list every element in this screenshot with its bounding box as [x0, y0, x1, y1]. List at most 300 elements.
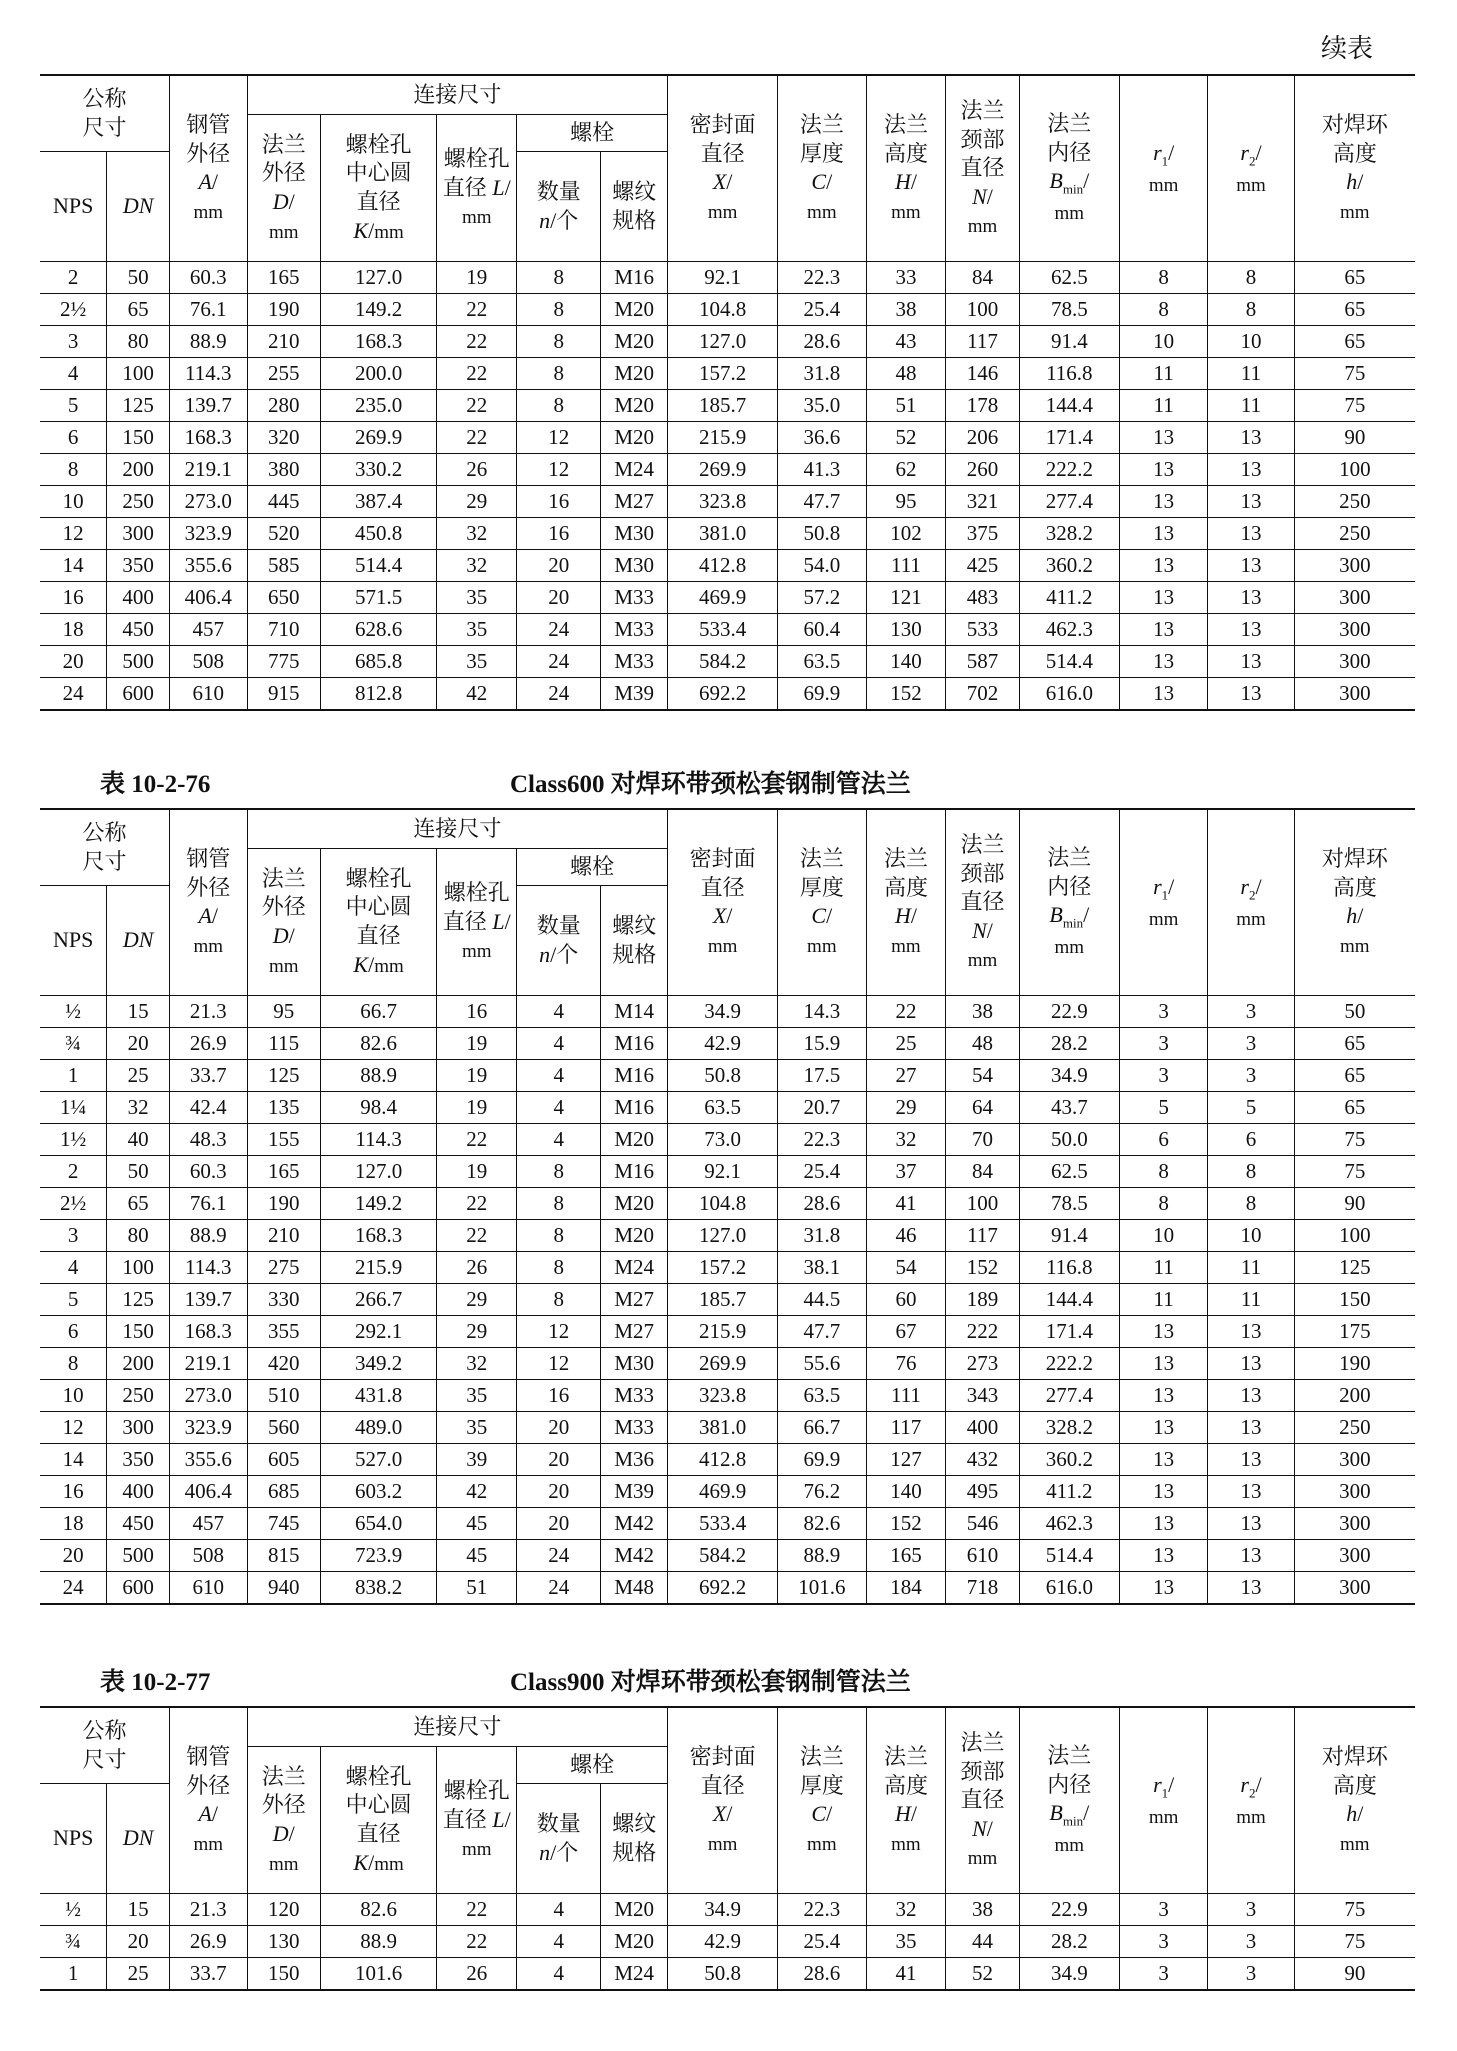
table-cell: 13 [1208, 1572, 1294, 1605]
table-cell: 13 [1208, 454, 1294, 486]
table-cell: 411.2 [1019, 1476, 1119, 1508]
table-cell: 19 [437, 262, 517, 294]
table-cell: M20 [601, 390, 668, 422]
table-cell: 90 [1294, 1958, 1415, 1991]
table-cell: 70 [946, 1124, 1019, 1156]
table-cell: 150 [107, 1316, 170, 1348]
header-bolt-hole: 螺栓孔 直径 L/ mm [437, 1747, 517, 1894]
table-cell: 95 [247, 996, 320, 1028]
table-cell: 73.0 [668, 1124, 778, 1156]
table-cell: 165 [866, 1540, 946, 1572]
header-bolt: 螺栓 [517, 849, 668, 886]
table-cell: 62.5 [1019, 262, 1119, 294]
table-cell: 222 [946, 1316, 1019, 1348]
header-pipe-od: 钢管 外径 A/ mm [169, 809, 247, 996]
header-flange-od: 法兰 外径 D/ mm [247, 849, 320, 996]
header-thread: 螺纹 规格 [601, 886, 668, 996]
table-cell: 10 [1208, 1220, 1294, 1252]
table-cell: 44.5 [778, 1284, 866, 1316]
table-cell: 80 [107, 1220, 170, 1252]
table-cell: 650 [247, 582, 320, 614]
table-title: Class900 对焊环带颈松套钢制管法兰 [510, 1669, 911, 1696]
table-cell: 219.1 [169, 454, 247, 486]
table-cell: 37 [866, 1156, 946, 1188]
table-cell: 13 [1119, 518, 1207, 550]
table-cell: 350 [107, 550, 170, 582]
table-cell: 328.2 [1019, 518, 1119, 550]
table-row [40, 1156, 1415, 1188]
table-row [40, 1926, 1415, 1958]
table-cell: 82.6 [778, 1508, 866, 1540]
table-caption-10-2-77 [60, 1662, 1370, 1702]
table-cell: 60.3 [169, 1156, 247, 1188]
table-cell: 52 [866, 422, 946, 454]
table-row [40, 1444, 1415, 1476]
table-cell: 1 [40, 1060, 107, 1092]
table-cell: 13 [1119, 1476, 1207, 1508]
table-cell: 1½ [40, 1124, 107, 1156]
table-cell: 469.9 [668, 1476, 778, 1508]
table-cell: 33.7 [169, 1958, 247, 1991]
table-cell: 34.9 [1019, 1958, 1119, 1991]
table-cell: 3 [1119, 996, 1207, 1028]
table-cell: 250 [1294, 518, 1415, 550]
table-cell: 300 [1294, 1476, 1415, 1508]
table-cell: 210 [247, 1220, 320, 1252]
table-cell: 13 [1208, 1508, 1294, 1540]
table-cell: 95 [866, 486, 946, 518]
table-cell: 610 [169, 678, 247, 711]
table-cell: 3 [1208, 1894, 1294, 1926]
table-cell: 8 [40, 1348, 107, 1380]
header-r1: $r_1/$ mm [1119, 75, 1207, 262]
table-cell: 11 [1208, 1252, 1294, 1284]
header-bolt: 螺栓 [517, 115, 668, 152]
table-cell: 140 [866, 646, 946, 678]
table-cell: 22 [437, 390, 517, 422]
table-cell: 100 [946, 294, 1019, 326]
header-neck-dia: 法兰 颈部 直径 N/ mm [946, 1707, 1019, 1894]
table-cell: 22.3 [778, 1124, 866, 1156]
table-cell: 915 [247, 678, 320, 711]
table-cell: 222.2 [1019, 1348, 1119, 1380]
table-cell: 65 [1294, 294, 1415, 326]
header-nps: NPS [40, 886, 107, 996]
table-cell: 235.0 [320, 390, 436, 422]
table-cell: 24 [40, 678, 107, 711]
table-cell: 32 [866, 1124, 946, 1156]
table-cell: 101.6 [778, 1572, 866, 1605]
table-cell: 29 [437, 486, 517, 518]
table-cell: M24 [601, 454, 668, 486]
table-cell: 610 [169, 1572, 247, 1605]
table-cell: 400 [107, 1476, 170, 1508]
table-cell: 560 [247, 1412, 320, 1444]
table-row [40, 262, 1415, 294]
table-row [40, 1252, 1415, 1284]
table-cell: M33 [601, 582, 668, 614]
table-cell: 35 [437, 646, 517, 678]
table-cell: 4 [517, 1124, 601, 1156]
header-ring-height: 对焊环 高度 h/ mm [1294, 809, 1415, 996]
table-cell: 11 [1119, 390, 1207, 422]
table-cell: 411.2 [1019, 582, 1119, 614]
header-r1: $r_1/$ mm [1119, 1707, 1207, 1894]
table-caption-10-2-76 [60, 764, 1370, 804]
header-nps: NPS [40, 1784, 107, 1894]
table-cell: 13 [1208, 550, 1294, 582]
table-row [40, 1476, 1415, 1508]
table-cell: 41.3 [778, 454, 866, 486]
table-cell: M33 [601, 1412, 668, 1444]
table-cell: 34.9 [668, 996, 778, 1028]
table-cell: 432 [946, 1444, 1019, 1476]
table-cell: 300 [1294, 1572, 1415, 1605]
table-cell: 92.1 [668, 262, 778, 294]
table-cell: 50 [107, 1156, 170, 1188]
table-cell: 117 [946, 1220, 1019, 1252]
header-thread: 螺纹 规格 [601, 1784, 668, 1894]
table-cell: M33 [601, 614, 668, 646]
table-cell: 3 [1208, 1926, 1294, 1958]
table-cell: 38.1 [778, 1252, 866, 1284]
table-cell: 1 [40, 1958, 107, 1991]
table-cell: 450 [107, 614, 170, 646]
table-cell: 100 [107, 358, 170, 390]
table-cell: 66.7 [778, 1412, 866, 1444]
table-cell: 13 [1119, 1316, 1207, 1348]
table-cell: 300 [1294, 1508, 1415, 1540]
table-cell: 300 [107, 518, 170, 550]
table-cell: 22.9 [1019, 1894, 1119, 1926]
table-cell: 12 [517, 1348, 601, 1380]
header-dn: DN [107, 886, 170, 996]
table-cell: 6 [40, 422, 107, 454]
table-cell: M20 [601, 294, 668, 326]
table-row [40, 646, 1415, 678]
table-number: 表 10-2-76 [100, 771, 211, 798]
table-cell: M16 [601, 1060, 668, 1092]
table-cell: 22 [437, 1926, 517, 1958]
table-cell: 520 [247, 518, 320, 550]
table-cell: 628.6 [320, 614, 436, 646]
table-cell: 8 [517, 390, 601, 422]
table-cell: 54 [946, 1060, 1019, 1092]
table-cell: 495 [946, 1476, 1019, 1508]
table-cell: 78.5 [1019, 1188, 1119, 1220]
header-bolt-circle: 螺栓孔 中心圆 直径 K/mm [320, 115, 436, 262]
table-cell: 82.6 [320, 1028, 436, 1060]
header-flange-od: 法兰 外径 D/ mm [247, 1747, 320, 1894]
table-cell: 8 [517, 294, 601, 326]
table-cell: 420 [247, 1348, 320, 1380]
table-cell: 11 [1119, 1284, 1207, 1316]
table-cell: 51 [437, 1572, 517, 1605]
table-cell: 20 [517, 1508, 601, 1540]
table-cell: 63.5 [668, 1092, 778, 1124]
table-cell: 84 [946, 1156, 1019, 1188]
header-dn: DN [107, 1784, 170, 1894]
table-cell: 88.9 [320, 1060, 436, 1092]
table-cell: 155 [247, 1124, 320, 1156]
table-cell: 75 [1294, 1124, 1415, 1156]
table-cell: 12 [517, 1316, 601, 1348]
table-cell: 22 [437, 1894, 517, 1926]
table-cell: 29 [437, 1284, 517, 1316]
table-cell: 175 [1294, 1316, 1415, 1348]
table-cell: 63.5 [778, 1380, 866, 1412]
table-cell: 412.8 [668, 550, 778, 582]
table-cell: 355 [247, 1316, 320, 1348]
table-cell: 12 [517, 454, 601, 486]
table-cell: 838.2 [320, 1572, 436, 1605]
table-cell: M42 [601, 1508, 668, 1540]
table-cell: 219.1 [169, 1348, 247, 1380]
table-cell: 114.3 [320, 1124, 436, 1156]
table-cell: 26.9 [169, 1028, 247, 1060]
table-cell: 13 [1119, 422, 1207, 454]
table-cell: 8 [517, 1188, 601, 1220]
header-r1: $r_1/$ mm [1119, 809, 1207, 996]
table-cell: 75 [1294, 1894, 1415, 1926]
table-cell: 745 [247, 1508, 320, 1540]
table-cell: 13 [1208, 1316, 1294, 1348]
table-cell: 144.4 [1019, 390, 1119, 422]
table-row [40, 1220, 1415, 1252]
table-cell: M20 [601, 326, 668, 358]
table-cell: 127.0 [668, 1220, 778, 1252]
table-cell: 185.7 [668, 1284, 778, 1316]
table-row [40, 454, 1415, 486]
table-cell: 51 [866, 390, 946, 422]
table-row [40, 1124, 1415, 1156]
table-cell: 26 [437, 1958, 517, 1991]
table-cell: 323.9 [169, 518, 247, 550]
table-cell: M30 [601, 518, 668, 550]
table-cell: 269.9 [668, 1348, 778, 1380]
table-cell: 32 [866, 1894, 946, 1926]
table-cell: 8 [1208, 1156, 1294, 1188]
table-cell: 15 [107, 996, 170, 1028]
table-cell: 190 [247, 294, 320, 326]
table-cell: 139.7 [169, 390, 247, 422]
table-cell: 35 [437, 582, 517, 614]
table-cell: 13 [1119, 1540, 1207, 1572]
table-cell: 16 [437, 996, 517, 1028]
table-cell: 63.5 [778, 646, 866, 678]
table-cell: 36.6 [778, 422, 866, 454]
table-cell: M39 [601, 1476, 668, 1508]
table-cell: M20 [601, 1894, 668, 1926]
table-cell: 78.5 [1019, 294, 1119, 326]
table-cell: 45 [437, 1508, 517, 1540]
table-cell: 381.0 [668, 1412, 778, 1444]
table-cell: 2½ [40, 294, 107, 326]
table-cell: 13 [1119, 1508, 1207, 1540]
table-cell: 185.7 [668, 390, 778, 422]
table-cell: 616.0 [1019, 678, 1119, 711]
table-cell: 64 [946, 1092, 1019, 1124]
header-thickness: 法兰 厚度 C/ mm [778, 75, 866, 262]
table-cell: 20 [517, 1444, 601, 1476]
table-cell: 47.7 [778, 1316, 866, 1348]
table-cell: M16 [601, 1028, 668, 1060]
flange-table-continued [40, 74, 1415, 711]
table-cell: 127.0 [320, 262, 436, 294]
header-pipe-od: 钢管 外径 A/ mm [169, 1707, 247, 1894]
table-cell: 275 [247, 1252, 320, 1284]
table-cell: 6 [1119, 1124, 1207, 1156]
table-cell: 10 [1119, 326, 1207, 358]
table-cell: 75 [1294, 1926, 1415, 1958]
table-cell: 48 [866, 358, 946, 390]
table-cell: 510 [247, 1380, 320, 1412]
table-cell: 3 [40, 1220, 107, 1252]
table-cell: 28.2 [1019, 1028, 1119, 1060]
table-cell: 406.4 [169, 582, 247, 614]
table-cell: 20 [517, 1476, 601, 1508]
table-cell: 8 [1208, 294, 1294, 326]
header-pipe-od: 钢管 外径 A/ mm [169, 75, 247, 262]
table-cell: 12 [40, 518, 107, 550]
table-cell: 178 [946, 390, 1019, 422]
table-cell: 527.0 [320, 1444, 436, 1476]
table-cell: 13 [1119, 1412, 1207, 1444]
table-cell: 710 [247, 614, 320, 646]
table-cell: ¾ [40, 1028, 107, 1060]
table-cell: M24 [601, 1958, 668, 1991]
table-number: 表 10-2-77 [100, 1669, 211, 1696]
table-cell: 171.4 [1019, 1316, 1119, 1348]
table-cell: 127 [866, 1444, 946, 1476]
table-cell: 8 [40, 454, 107, 486]
table-cell: 90 [1294, 422, 1415, 454]
table-cell: 603.2 [320, 1476, 436, 1508]
table-cell: 250 [107, 486, 170, 518]
table-cell: 8 [517, 326, 601, 358]
table-cell: 60.4 [778, 614, 866, 646]
header-seal-dia: 密封面 直径 X/ mm [668, 75, 778, 262]
table-cell: 13 [1208, 486, 1294, 518]
table-row [40, 1380, 1415, 1412]
table-cell: M16 [601, 262, 668, 294]
table-cell: 11 [1119, 1252, 1207, 1284]
table-cell: 111 [866, 550, 946, 582]
table-cell: 584.2 [668, 1540, 778, 1572]
table-cell: 14 [40, 1444, 107, 1476]
table-cell: 483 [946, 582, 1019, 614]
table-cell: 13 [1208, 678, 1294, 711]
table-cell: 190 [1294, 1348, 1415, 1380]
table-cell: 812.8 [320, 678, 436, 711]
table-cell: 260 [946, 454, 1019, 486]
table-cell: 13 [1208, 582, 1294, 614]
table-cell: 171.4 [1019, 422, 1119, 454]
table-cell: 3 [1119, 1926, 1207, 1958]
table-cell: M20 [601, 1124, 668, 1156]
table-cell: 723.9 [320, 1540, 436, 1572]
header-height: 法兰 高度 H/ mm [866, 1707, 946, 1894]
table-cell: 300 [1294, 678, 1415, 711]
header-bore: 法兰 内径 $B_{min}/$ mm [1019, 809, 1119, 996]
table-cell: ½ [40, 996, 107, 1028]
table-cell: 508 [169, 1540, 247, 1572]
header-connection: 连接尺寸 [247, 809, 668, 849]
table-cell: 457 [169, 1508, 247, 1540]
table-cell: 19 [437, 1060, 517, 1092]
table-cell: 425 [946, 550, 1019, 582]
table-cell: 4 [517, 996, 601, 1028]
table-cell: 5 [40, 390, 107, 422]
table-cell: 200 [107, 454, 170, 486]
table-cell: 13 [1119, 614, 1207, 646]
table-cell: 292.1 [320, 1316, 436, 1348]
table-cell: 19 [437, 1156, 517, 1188]
table-cell: 585 [247, 550, 320, 582]
table-cell: 152 [866, 1508, 946, 1540]
header-seal-dia: 密封面 直径 X/ mm [668, 809, 778, 996]
table-cell: 34.9 [1019, 1060, 1119, 1092]
table-cell: 168.3 [320, 326, 436, 358]
table-cell: 127.0 [668, 326, 778, 358]
table-cell: M20 [601, 1188, 668, 1220]
table-cell: 269.9 [668, 454, 778, 486]
table-cell: 431.8 [320, 1380, 436, 1412]
table-cell: 605 [247, 1444, 320, 1476]
table-cell: 13 [1119, 582, 1207, 614]
table-cell: 546 [946, 1508, 1019, 1540]
table-cell: 55.6 [778, 1348, 866, 1380]
table-cell: 8 [1119, 262, 1207, 294]
table-cell: 29 [437, 1316, 517, 1348]
table-cell: 514.4 [1019, 646, 1119, 678]
table-cell: 152 [866, 678, 946, 711]
table-cell: 20 [107, 1028, 170, 1060]
table-cell: 8 [1208, 1188, 1294, 1220]
table-cell: 22.9 [1019, 996, 1119, 1028]
table-cell: 42 [437, 1476, 517, 1508]
table-row [40, 422, 1415, 454]
table-cell: 91.4 [1019, 1220, 1119, 1252]
table-cell: 91.4 [1019, 326, 1119, 358]
table-row [40, 326, 1415, 358]
table-cell: 4 [517, 1092, 601, 1124]
table-cell: 3 [1208, 1028, 1294, 1060]
table-cell: 75 [1294, 358, 1415, 390]
table-cell: 610 [946, 1540, 1019, 1572]
table-cell: 360.2 [1019, 1444, 1119, 1476]
table-cell: 3 [40, 326, 107, 358]
table-cell: 190 [247, 1188, 320, 1220]
table-row [40, 1894, 1415, 1926]
table-cell: 104.8 [668, 294, 778, 326]
table-cell: 13 [1119, 646, 1207, 678]
table-cell: 88.9 [778, 1540, 866, 1572]
table-cell: 10 [1119, 1220, 1207, 1252]
header-r2: $r_2/$ mm [1208, 1707, 1294, 1894]
table-cell: 62 [866, 454, 946, 486]
table-cell: 323.8 [668, 486, 778, 518]
table-cell: 25 [107, 1958, 170, 1991]
table-cell: 2 [40, 262, 107, 294]
table-cell: M20 [601, 1220, 668, 1252]
table-cell: 500 [107, 646, 170, 678]
table-cell: 11 [1208, 1284, 1294, 1316]
table-cell: M27 [601, 486, 668, 518]
header-height: 法兰 高度 H/ mm [866, 75, 946, 262]
table-cell: 469.9 [668, 582, 778, 614]
table-cell: 50 [107, 262, 170, 294]
